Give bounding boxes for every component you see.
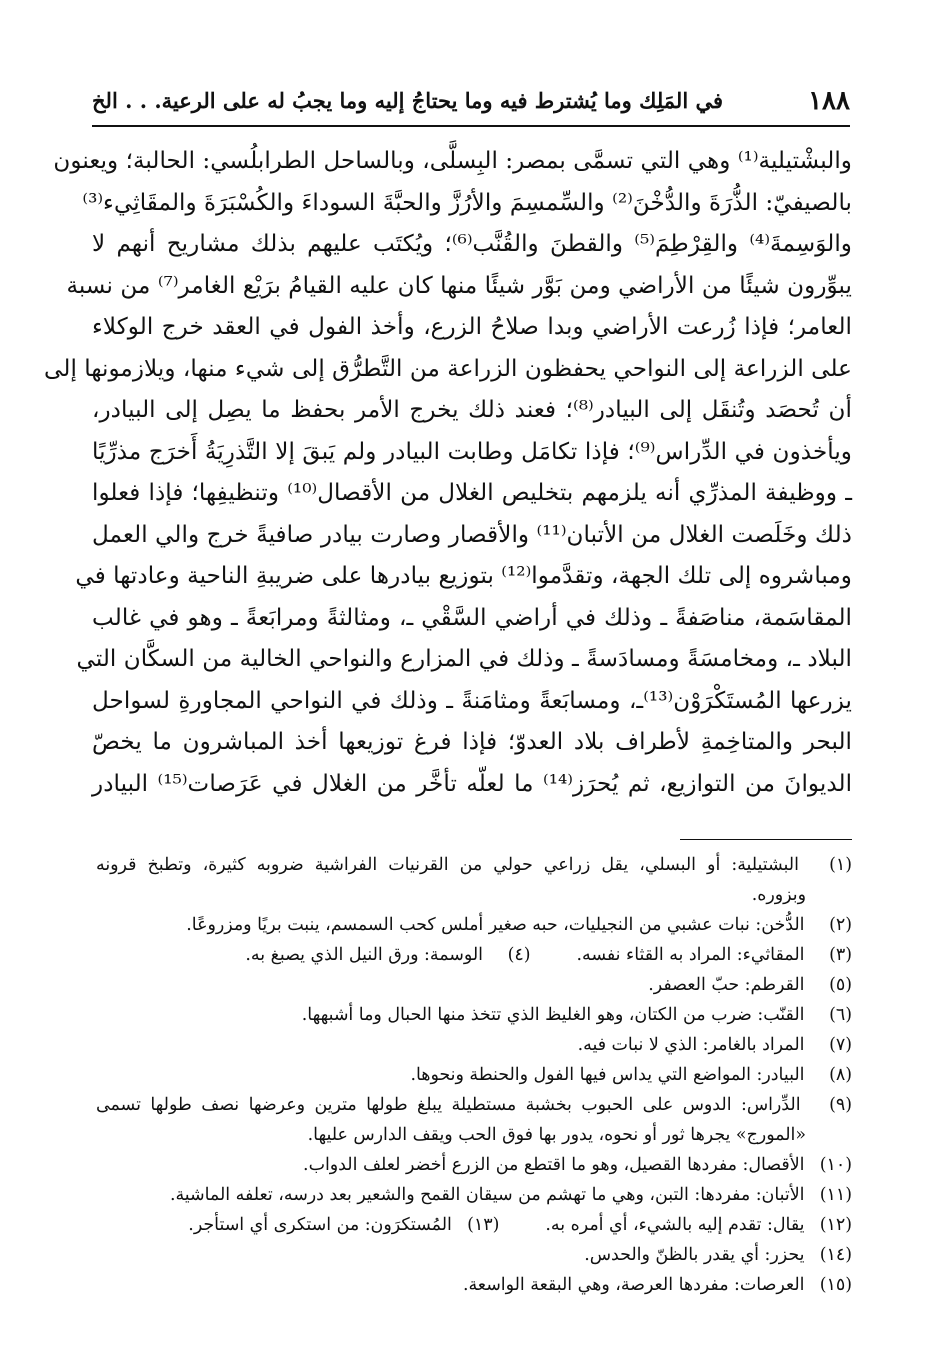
footnote-text: البيادر: المواضع التي يداس فيها الفول والحنطة ونحوها. (410, 1065, 805, 1085)
footnote (96, 1000, 852, 1030)
footnote-number: (٨) (829, 1065, 852, 1085)
body-line: والبشْتيلية⁽¹⁾ وهي التي تسمَّى بمصر: البِسلَّى، وبالساحل الطرابلُسي: الحالبة؛ ويعنون (53, 147, 852, 174)
page-header (92, 86, 850, 126)
body-line: يبوِّرون شيئًا من الأراضي ومن بَوَّر شيئًا منها كان عليه القيامُ برَيْع الغامر⁽⁷⁾ من نسبة (66, 271, 852, 299)
body-line: البلاد ـ، ومخامسَةً ومسادَسةً ـ وذلك في المزارع والنواحي الخالية من السكَّان التي (76, 645, 852, 672)
footnote-text: القنّب: ضرب من الكتان، وهو الغليظ الذي تتخذ منها الحبال وما أشبهها. (301, 1005, 805, 1025)
header-rule (92, 125, 850, 127)
footnote (96, 1150, 852, 1180)
body-line: يزرعها المُستَكْرَوْن⁽¹³⁾ـ، ومسابَعةً ومثامَنةً ـ وذلك في النواحي المجاورةِ لسواحل (92, 686, 852, 714)
body-line: بالصيفيّ: الذُّرَةَ والدُّخْنَ⁽²⁾ والسِّمسِمَ والأرُزَّ والحبَّةَ السوداءَ والكُسْبَرَةَ والمقَاثِيء⁽³⁾ (82, 188, 852, 216)
footnote-text: «المورج» يجرها ثور أو نحوه، يدور بها فوق الحب ويقف الدارس عليها. (307, 1125, 806, 1145)
footnote-text: وبزوره. (751, 885, 806, 905)
footnote-text: المقاثيء: المراد به القثاء نفسه. (576, 945, 805, 965)
footnote-number: (١٣) (467, 1215, 500, 1235)
footnote (96, 970, 852, 1000)
body-line: والوَسِمةَ⁽⁴⁾ والقِرْطِمَ⁽⁵⁾ والقطنَ والقُنَّب⁽⁶⁾؛ ويُكتَب عليهم بذلك مشاريح أنهم لا (92, 230, 852, 257)
body-line: العامر؛ فإذا زُرعت الأراضي وبدا صلاحُ الزرع، وأخذ الفول في العقد خرج الوكلاء (92, 313, 852, 340)
footnote-text: الأقصال: مفردها القصيل، وهو ما اقتطع من الزرع أخضر لعلف الدواب. (303, 1155, 805, 1175)
body-text (44, 140, 853, 804)
footnote-number: (٢) (829, 915, 852, 935)
footnote-number: (٦) (829, 1005, 852, 1025)
footnote-text: المُستكرَون: من استكرى أي استأجر. (188, 1215, 452, 1235)
footnote-text: الوسمة: ورق النيل الذي يصبغ به. (245, 945, 483, 965)
footnote-text: البشتيلية: أو البسلي، يقل زراعي حولي من القرنيات الفراشية ضروبه كثيرة، وتطبخ قرونه (96, 855, 799, 875)
footnote-text: القرطم: حبّ العصفر. (648, 975, 805, 995)
running-title: في المَلِك وما يُشترط فيه وما يحتاجُ إليه وما يجبُ له على الرعية. . . الخ (92, 88, 724, 113)
body-line: ذلك وخَلَصت الغلال من الأتبان⁽¹¹⁾ والأقصار وصارت بيادر صافيةً خرج والي العمل (92, 520, 852, 548)
body-line: ومباشروه إلى تلك الجهة، وتقدَّموا⁽¹²⁾ بتوزيع بيادرها على ضريبةِ الناحية وعادتها في (75, 562, 852, 589)
footnotes (96, 850, 852, 1300)
footnote-text: الدِّراس: الدوس على الحبوب بخشبة مستطيلة يبلغ طولها مترين وعرضها نصف طولها تسمى (96, 1095, 801, 1115)
footnote (96, 910, 852, 940)
footnote (96, 1180, 852, 1210)
footnote-number: (٩) (829, 1095, 853, 1115)
footnote (96, 1090, 852, 1120)
body-line: البحر والمتاخِمةِ لأطراف بلاد العدوّ؛ فإذا فرغ توزيعها أخذ المباشرون ما يخصّ (92, 728, 852, 755)
body-line: أن تُحصَد وتُنقَل إلى البيادر⁽⁸⁾؛ فعند ذلك يخرج الأمر بحفظ ما يصِل إلى البيادر، (92, 396, 853, 423)
footnote-number: (١٤) (819, 1245, 852, 1265)
footnote-number: (١٥) (819, 1275, 852, 1295)
footnote (96, 850, 852, 880)
footnote (96, 1030, 852, 1060)
footnote-pair (96, 940, 852, 970)
footnote-text: الدُّخن: نبات عشبي من النجيليات، حبه صغير أملس كحب السمسم، ينبت بريًا ومزروعًا. (186, 915, 805, 935)
footnote-text: يحزر: أي يقدر بالظنّ والحدس. (584, 1245, 805, 1265)
footnote (96, 1060, 852, 1090)
body-line: الديوانَ من التوازيع، ثم يُحرَز⁽¹⁴⁾ ما لعلّه تأخَّر من الغلال في عَرَصات⁽¹⁵⁾ البيادر (92, 769, 853, 797)
footnote-number: (١) (829, 855, 852, 875)
footnote-number: (١١) (819, 1185, 852, 1205)
footnote-text: العرصات: مفردها العرصة، وهي البقعة الواسعة. (462, 1275, 805, 1295)
footnote-continuation (96, 880, 852, 910)
footnote-text: الأتبان: مفردها: التبن، وهي ما تهشم من سيقان القمح والشعير بعد درسه، تعلفه الماشية. (169, 1185, 805, 1205)
footnote-pair (96, 1210, 852, 1240)
footnote-separator (680, 839, 852, 840)
footnote (96, 1270, 852, 1300)
footnote (96, 1240, 852, 1270)
body-line: المقاسَمة، مناصَفةً ـ وذلك في أراضي السَّقْي ـ، ومثالثةً ومرابَعةً ـ وهو في غالب (92, 603, 852, 631)
footnote-number: (١٢) (819, 1215, 852, 1235)
body-line: ـ ووظيفة المذرِّي أنه يلزمهم بتخليص الغلال من الأقصال⁽¹⁰⁾ وتنظيفِها؛ فإذا فعلوا (92, 479, 852, 506)
body-line: على الزراعة إلى النواحي يحفظون الزراعة من التَّطرُّق إلى شيء منها، ويلازمونها إلى (44, 354, 852, 382)
footnote-number: (٣) (829, 945, 852, 965)
footnote-continuation (96, 1120, 852, 1150)
footnote-number: (٧) (829, 1035, 852, 1055)
footnote-number: (٤) (507, 945, 531, 965)
footnote-number: (١٠) (819, 1155, 852, 1175)
page-number: ١٨٨ (808, 86, 850, 116)
footnote-text: يقال: تقدم إليه بالشيء، أي أمره به. (545, 1215, 805, 1235)
footnote-number: (٥) (829, 975, 852, 995)
footnote-text: المراد بالغامر: الذي لا نبات فيه. (577, 1035, 805, 1055)
body-line: ويأخذون في الدِّراس⁽⁹⁾؛ فإذا تكامَل وطابت البيادر ولم يَبقَ إلا التَّذرِيَةُ أَخرَج مذرِّيًا (92, 437, 853, 465)
